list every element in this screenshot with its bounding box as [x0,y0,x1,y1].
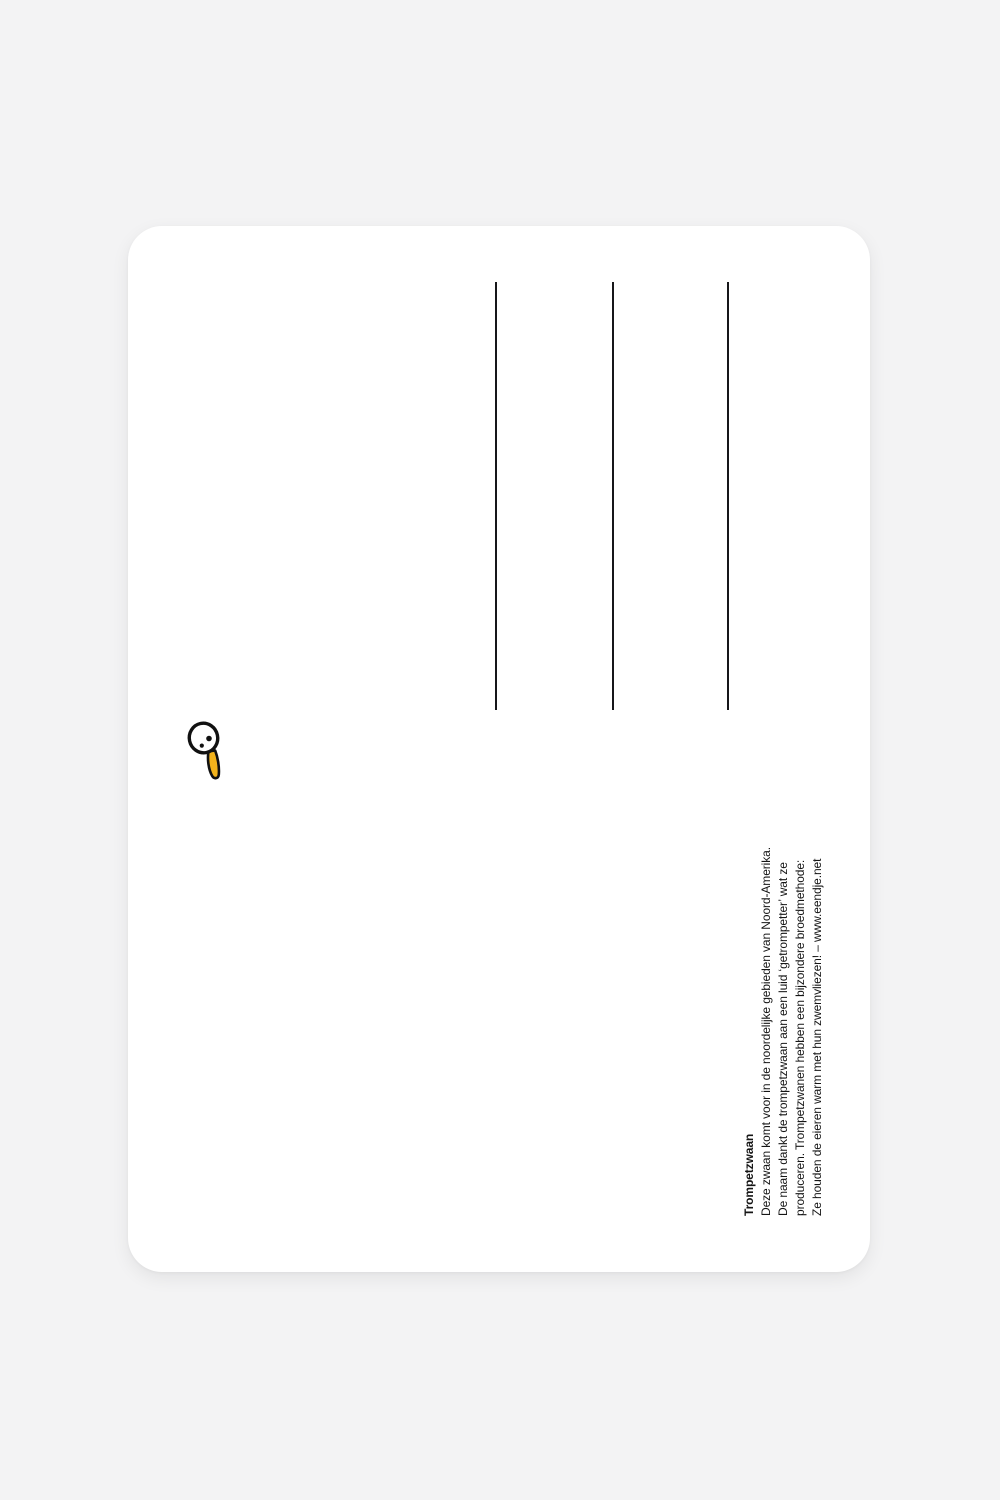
address-line [612,282,614,710]
address-line [727,282,729,710]
info-line: produceren. Trompetzwanen hebben een bijzondere broedmethode: [793,859,807,1216]
species-info-block [741,816,826,1216]
species-title: Trompetzwaan [742,1133,756,1216]
info-line: Ze houden de eieren warm met hun zwemvliezen! – www.eendje.net [810,858,824,1216]
postcard-back [128,226,870,1272]
info-line: Deze zwaan komt voor in de noordelijke gebieden van Noord-Amerika. [759,847,773,1216]
duck-logo-icon [185,716,233,788]
address-line [495,282,497,710]
info-line: De naam dankt de trompetzwaan aan een luid ‘getrompetter’ wat ze [776,862,790,1216]
